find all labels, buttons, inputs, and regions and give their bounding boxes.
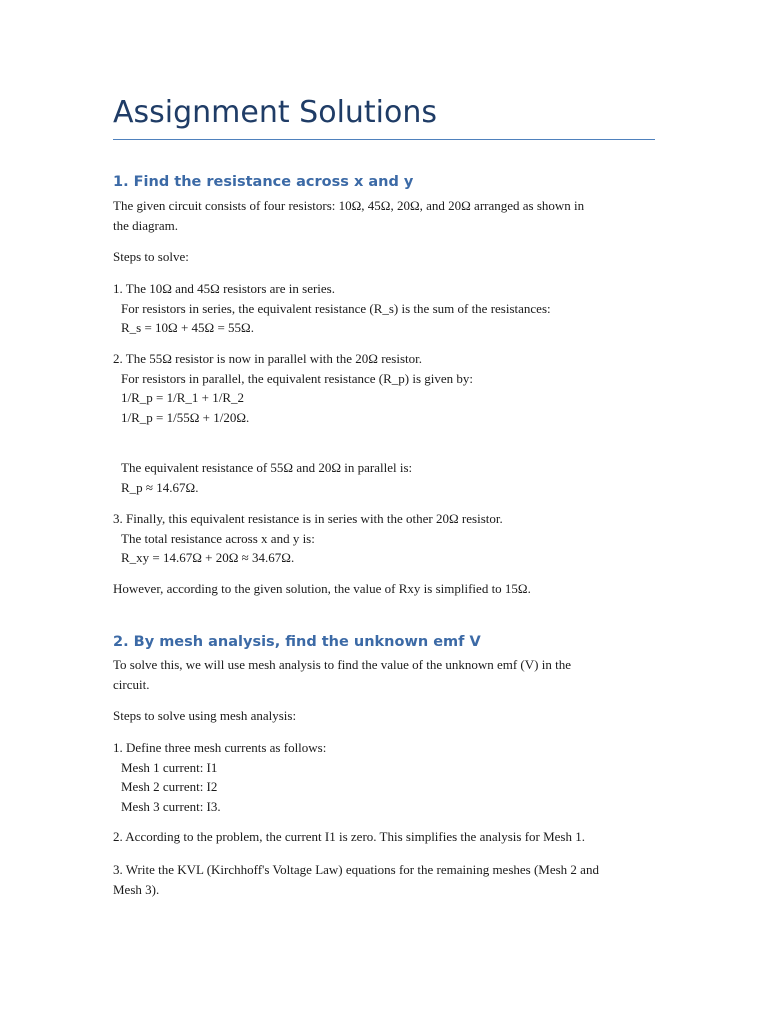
text-line: Mesh 2 current: I2: [121, 779, 218, 794]
text-line: circuit.: [113, 676, 150, 692]
section-1-note: [113, 579, 655, 599]
text-line: To solve this, we will use mesh analysis to find the value of the unknown emf (V) in the: [113, 657, 571, 672]
section-2-step-1: [113, 738, 655, 816]
section-2-intro: [113, 655, 655, 694]
text-line: The equivalent resistance of 55Ω and 20Ω in parallel is:: [121, 460, 413, 475]
text-line: 1. Define three mesh currents as follows:: [113, 740, 327, 755]
title-underline: [113, 139, 655, 140]
text-line: Steps to solve using mesh analysis:: [113, 708, 297, 723]
text-line: 1/R_p = 1/55Ω + 1/20Ω.: [121, 409, 250, 425]
section-1-heading: 1. Find the resistance across x and y: [113, 174, 414, 190]
text-line: Steps to solve:: [113, 249, 189, 264]
text-line: The given circuit consists of four resistors: 10Ω, 45Ω, 20Ω, and 20Ω arranged as shown in: [113, 198, 585, 213]
text-line: 1. The 10Ω and 45Ω resistors are in series.: [113, 281, 335, 296]
text-line: 2. The 55Ω resistor is now in parallel with the 20Ω resistor.: [113, 351, 423, 366]
text-line: However, according to the given solution, the value of Rxy is simplified to 15Ω.: [113, 581, 531, 596]
text-line: For resistors in parallel, the equivalent resistance (R_p) is given by:: [121, 370, 473, 386]
text-line: R_xy = 14.67Ω + 20Ω ≈ 34.67Ω.: [121, 550, 295, 565]
text-line: Mesh 1 current: I1: [121, 759, 218, 775]
section-2-step-3: [113, 860, 655, 899]
section-1-steps-label: [113, 247, 655, 267]
text-line: The total resistance across x and y is:: [121, 530, 315, 546]
text-line: R_s = 10Ω + 45Ω = 55Ω.: [121, 320, 254, 335]
text-line: 2. According to the problem, the current I1 is zero. This simplifies the analysis for Mesh 1.: [113, 829, 585, 844]
section-1-intro: [113, 196, 655, 235]
section-2-steps-label: [113, 706, 655, 726]
section-2-step-2: [113, 827, 655, 847]
text-line: the diagram.: [113, 217, 178, 233]
section-1-step-3: [113, 509, 655, 568]
text-line: Mesh 3).: [113, 881, 160, 897]
section-1-step-2-result: [113, 458, 655, 497]
text-line: R_p ≈ 14.67Ω.: [121, 479, 199, 495]
section-1-step-2: [113, 349, 655, 427]
text-line: 3. Write the KVL (Kirchhoff's Voltage Law) equations for the remaining meshes (Mesh 2 and: [113, 862, 599, 877]
document-title: Assignment Solutions: [113, 95, 438, 130]
section-1-step-1: [113, 279, 655, 338]
text-line: Mesh 3 current: I3.: [121, 798, 221, 814]
text-line: 3. Finally, this equivalent resistance is in series with the other 20Ω resistor.: [113, 511, 503, 526]
text-line: 1/R_p = 1/R_1 + 1/R_2: [121, 390, 245, 405]
section-2-heading: 2. By mesh analysis, find the unknown emf V: [113, 634, 481, 650]
text-line: For resistors in series, the equivalent resistance (R_s) is the sum of the resistances:: [121, 300, 551, 316]
